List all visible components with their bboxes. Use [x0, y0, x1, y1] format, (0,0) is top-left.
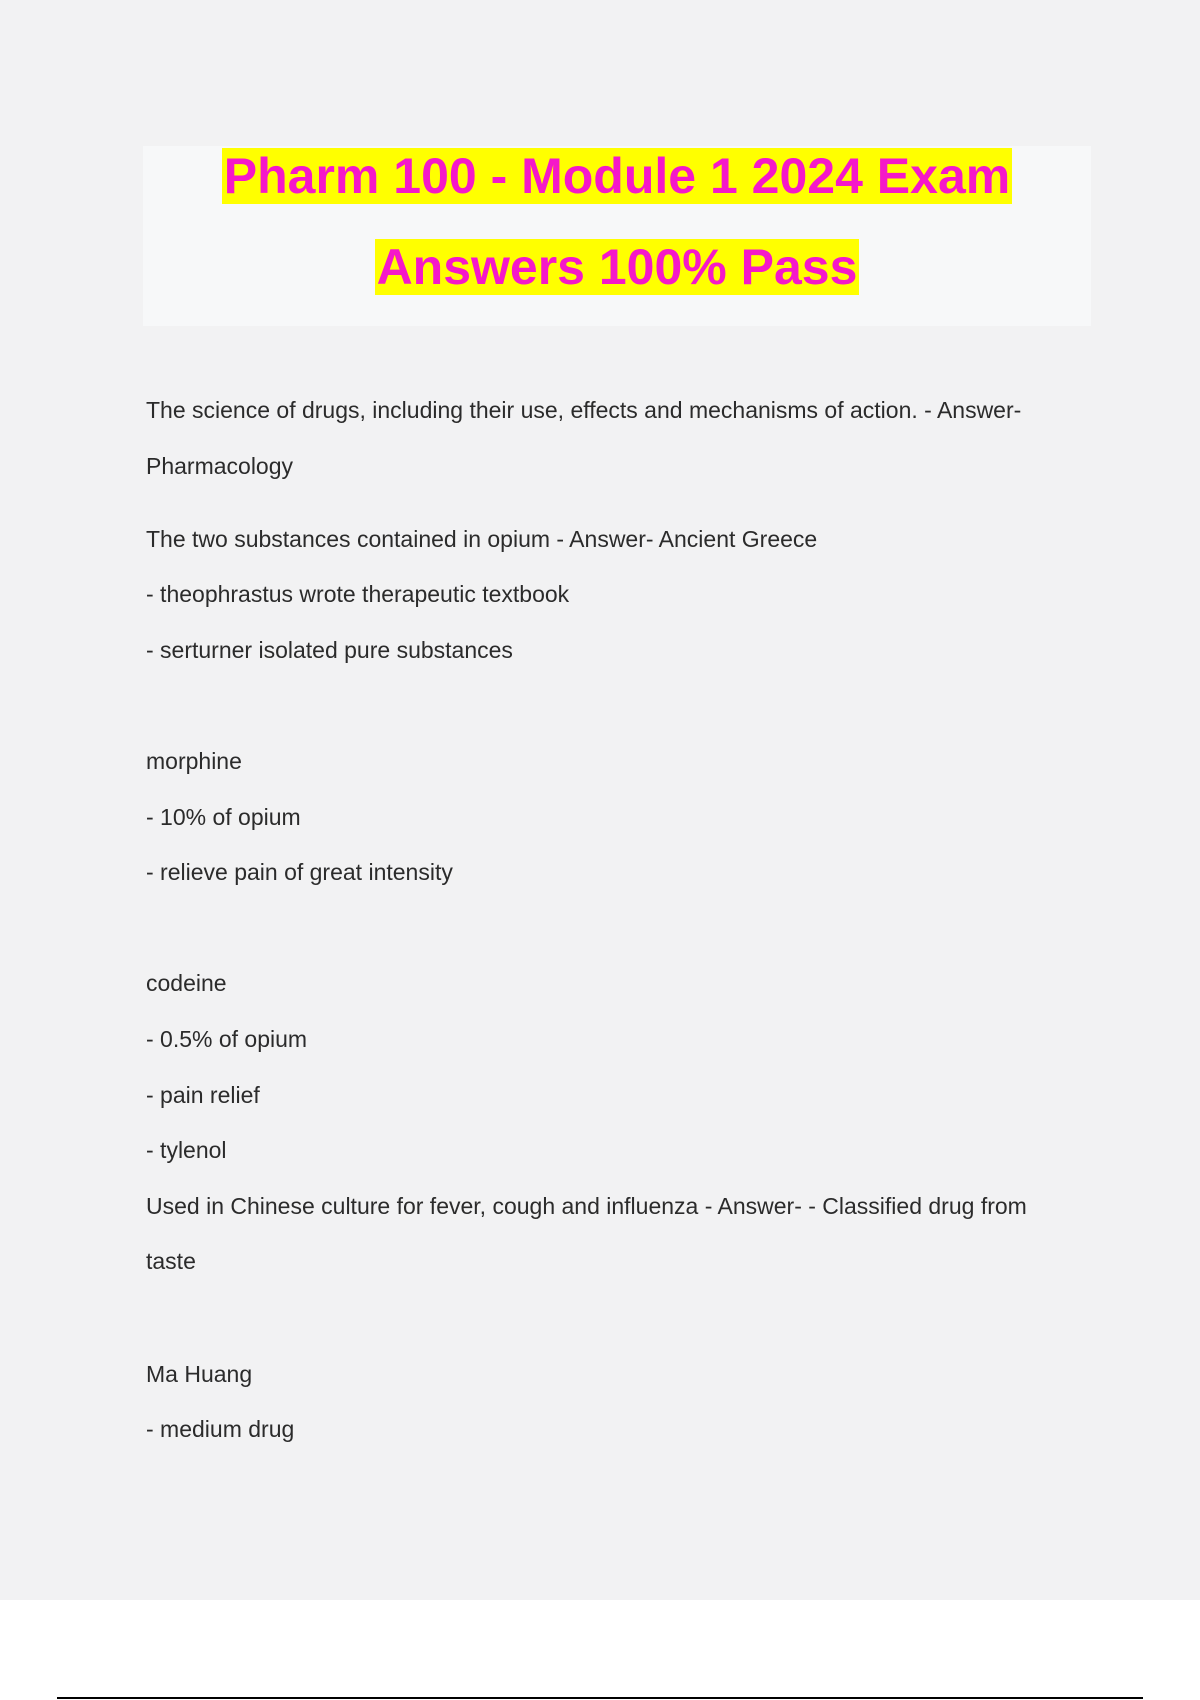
document-title-line-1 — [143, 146, 1091, 206]
body-line: - pain relief — [146, 1082, 260, 1108]
body-line: - relieve pain of great intensity — [146, 859, 453, 885]
body-line: Pharmacology — [146, 453, 294, 479]
body-line: The science of drugs, including their use, effects and mechanisms of action. - Answer- — [146, 397, 1022, 423]
document-title-line-2 — [143, 237, 1091, 297]
body-line: Used in Chinese culture for fever, cough and influenza - Answer- - Classified drug from — [146, 1193, 1027, 1219]
title-block — [143, 146, 1091, 326]
body-line: codeine — [146, 970, 227, 996]
body-line: - tylenol — [146, 1137, 227, 1163]
body-line: The two substances contained in opium - Answer- Ancient Greece — [146, 526, 818, 552]
title-highlight-2: Answers 100% Pass — [376, 239, 858, 295]
body-line: - 0.5% of opium — [146, 1026, 308, 1052]
body-line: Ma Huang — [146, 1361, 253, 1387]
body-line: - serturner isolated pure substances — [146, 637, 513, 663]
footer-divider — [57, 1697, 1143, 1699]
body-line: - 10% of opium — [146, 804, 301, 830]
body-line: morphine — [146, 748, 242, 774]
body-line: - medium drug — [146, 1416, 295, 1442]
body-line: taste — [146, 1248, 196, 1274]
body-line: - theophrastus wrote therapeutic textbook — [146, 581, 570, 607]
title-highlight-1: Pharm 100 - Module 1 2024 Exam — [223, 148, 1011, 204]
